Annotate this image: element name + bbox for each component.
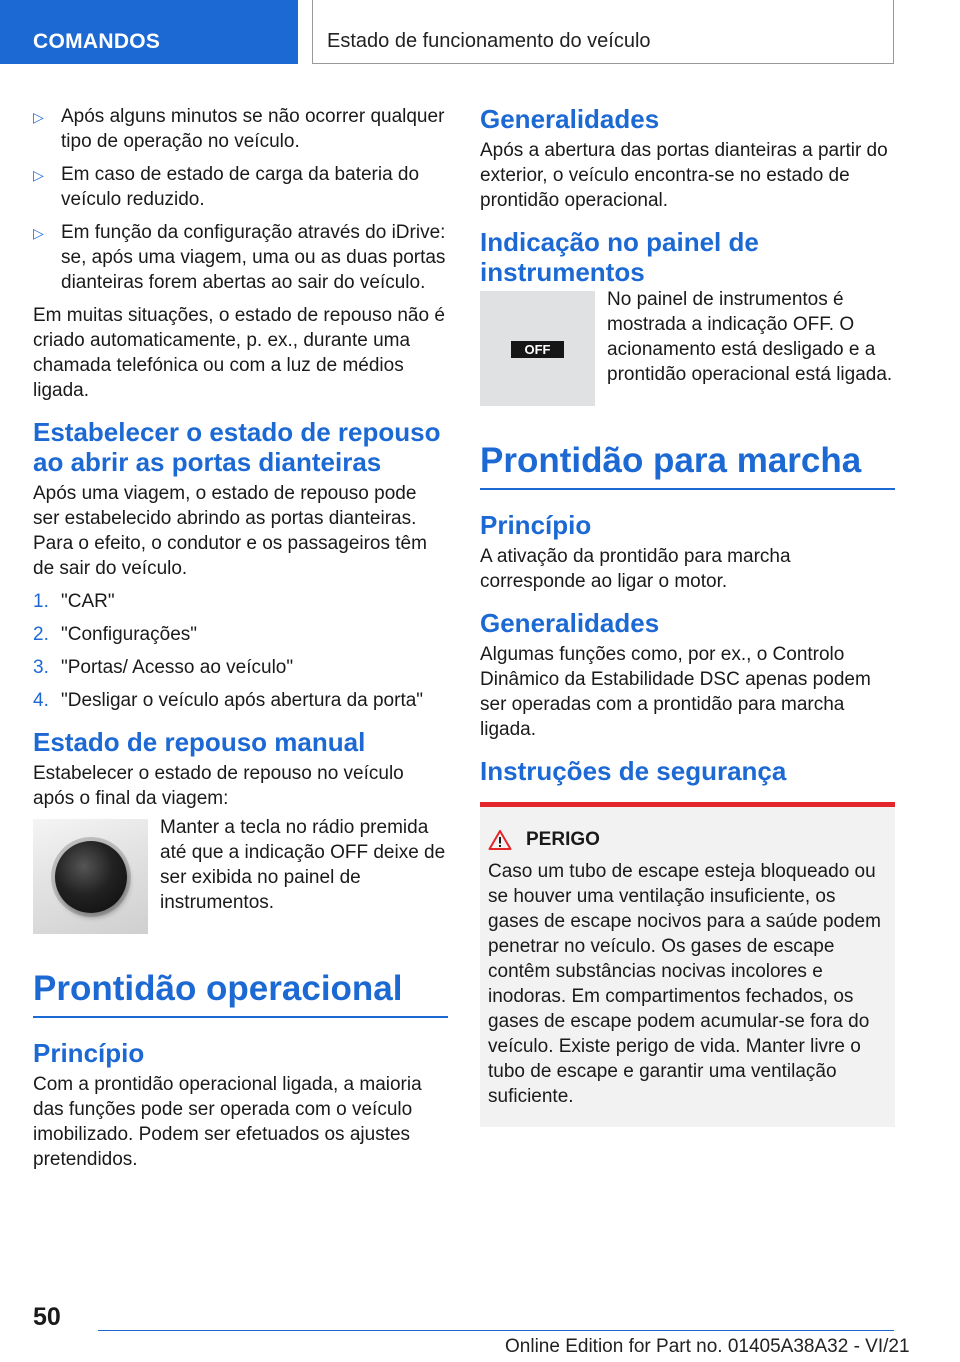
figure-caption: Manter a tecla no rádio premida até que a indicação OFF deixe de ser exibida no painel de instrumentos. xyxy=(160,817,446,913)
paragraph: Após a abertura das portas dianteiras a partir do exterior, o veículo encontra-se no estado de prontidão operacional. xyxy=(480,140,888,211)
step-item: 3. "Portas/ Acesso ao veículo" xyxy=(33,657,294,678)
paragraph: Após uma viagem, o estado de repouso pode ser estabelecido abrindo as portas dianteiras. Para o efeito, o condutor e os passageiros têm de sair do veículo. xyxy=(33,483,427,579)
heading-principle: Princípio xyxy=(33,1038,145,1068)
triangle-bullet-icon: ▷ xyxy=(33,225,44,241)
heading-drive-readiness: Prontidão para marcha xyxy=(480,440,895,490)
heading-general: Generalidades xyxy=(480,104,660,134)
section-label: COMANDOS xyxy=(33,30,161,53)
off-indicator: OFF xyxy=(511,341,564,358)
radio-knob-figure xyxy=(33,819,448,934)
warning-triangle-icon xyxy=(488,829,512,851)
off-display-image xyxy=(480,291,595,406)
paragraph: Em muitas situações, o estado de repouso não é criado automaticamente, p. ex., durante uma chamada telefónica ou com a luz de médios ligada. xyxy=(33,305,445,401)
warning-text: Caso um tubo de escape esteja bloqueado ou se houver uma ventilação insuficiente, os gases de escape nocivos para a saúde podem penetrar no veículo. Os gases de escape contêm substâncias nocivas incolores e inodoras. Em compartimentos fechados, os gases de escape podem acumular-se fora do veículo. Existe perigo de vida. Manter livre o tubo de escape e garantir uma ventilação suficiente. xyxy=(488,861,881,1107)
page-header-title: Estado de funcionamento do veículo xyxy=(327,30,651,52)
heading-principle: Princípio xyxy=(480,510,592,540)
steps-list xyxy=(33,589,448,713)
paragraph: A ativação da prontidão para marcha corresponde ao ligar o motor. xyxy=(480,546,791,592)
page-number: 50 xyxy=(33,1303,61,1331)
radio-knob-image xyxy=(33,819,148,934)
warning-label: PERIGO xyxy=(526,829,600,850)
radio-knob-icon xyxy=(55,841,127,913)
heading-general: Generalidades xyxy=(480,608,660,638)
list-item: ▷ Em caso de estado de carga da bateria do veículo reduzido. xyxy=(33,164,420,210)
off-display-figure xyxy=(480,291,895,406)
heading-manual-rest: Estado de repouso manual xyxy=(33,727,366,757)
danger-warning-box xyxy=(480,802,895,1127)
right-column xyxy=(480,104,895,1127)
triangle-bullet-icon: ▷ xyxy=(33,109,44,125)
condition-list xyxy=(33,104,448,295)
list-item: ▷ Em função da configuração através do iDrive: se, após uma viagem, uma ou as duas portas dianteiras forem abertas ao sair do veículo. xyxy=(33,222,446,293)
heading-rest-doors: Estabelecer o estado de repouso ao abrir as portas dianteiras xyxy=(33,417,441,477)
edition-note: Online Edition for Part no. 01405A38A32 - VI/21 xyxy=(505,1336,910,1357)
figure-caption: No painel de instrumentos é mostrada a indicação OFF. O acionamento está desligado e a prontidão operacional está ligada. xyxy=(607,289,893,385)
left-column xyxy=(33,104,448,1180)
heading-cluster-indication: Indicação no painel de instrumentos xyxy=(480,227,759,287)
step-item: 4. "Desligar o veículo após abertura da porta" xyxy=(33,690,424,711)
heading-safety: Instruções de segurança xyxy=(480,756,787,786)
step-item: 1. "CAR" xyxy=(33,591,115,612)
paragraph: Algumas funções como, por ex., o Controlo Dinâmico da Estabilidade DSC apenas podem ser operadas com a prontidão para marcha ligada. xyxy=(480,644,871,740)
heading-operational-readiness: Prontidão operacional xyxy=(33,968,448,1018)
paragraph: Com a prontidão operacional ligada, a maioria das funções pode ser operada com o veículo imobilizado. Podem ser efetuados os ajustes pretendidos. xyxy=(33,1074,422,1170)
warning-header xyxy=(488,829,887,851)
section-tab xyxy=(0,0,298,64)
paragraph: Estabelecer o estado de repouso no veículo após o final da viagem: xyxy=(33,763,404,809)
page-header xyxy=(312,0,894,64)
footer-divider xyxy=(98,1330,894,1331)
triangle-bullet-icon: ▷ xyxy=(33,167,44,183)
list-item: ▷ Após alguns minutos se não ocorrer qualquer tipo de operação no veículo. xyxy=(33,106,445,152)
step-item: 2. "Configurações" xyxy=(33,624,198,645)
